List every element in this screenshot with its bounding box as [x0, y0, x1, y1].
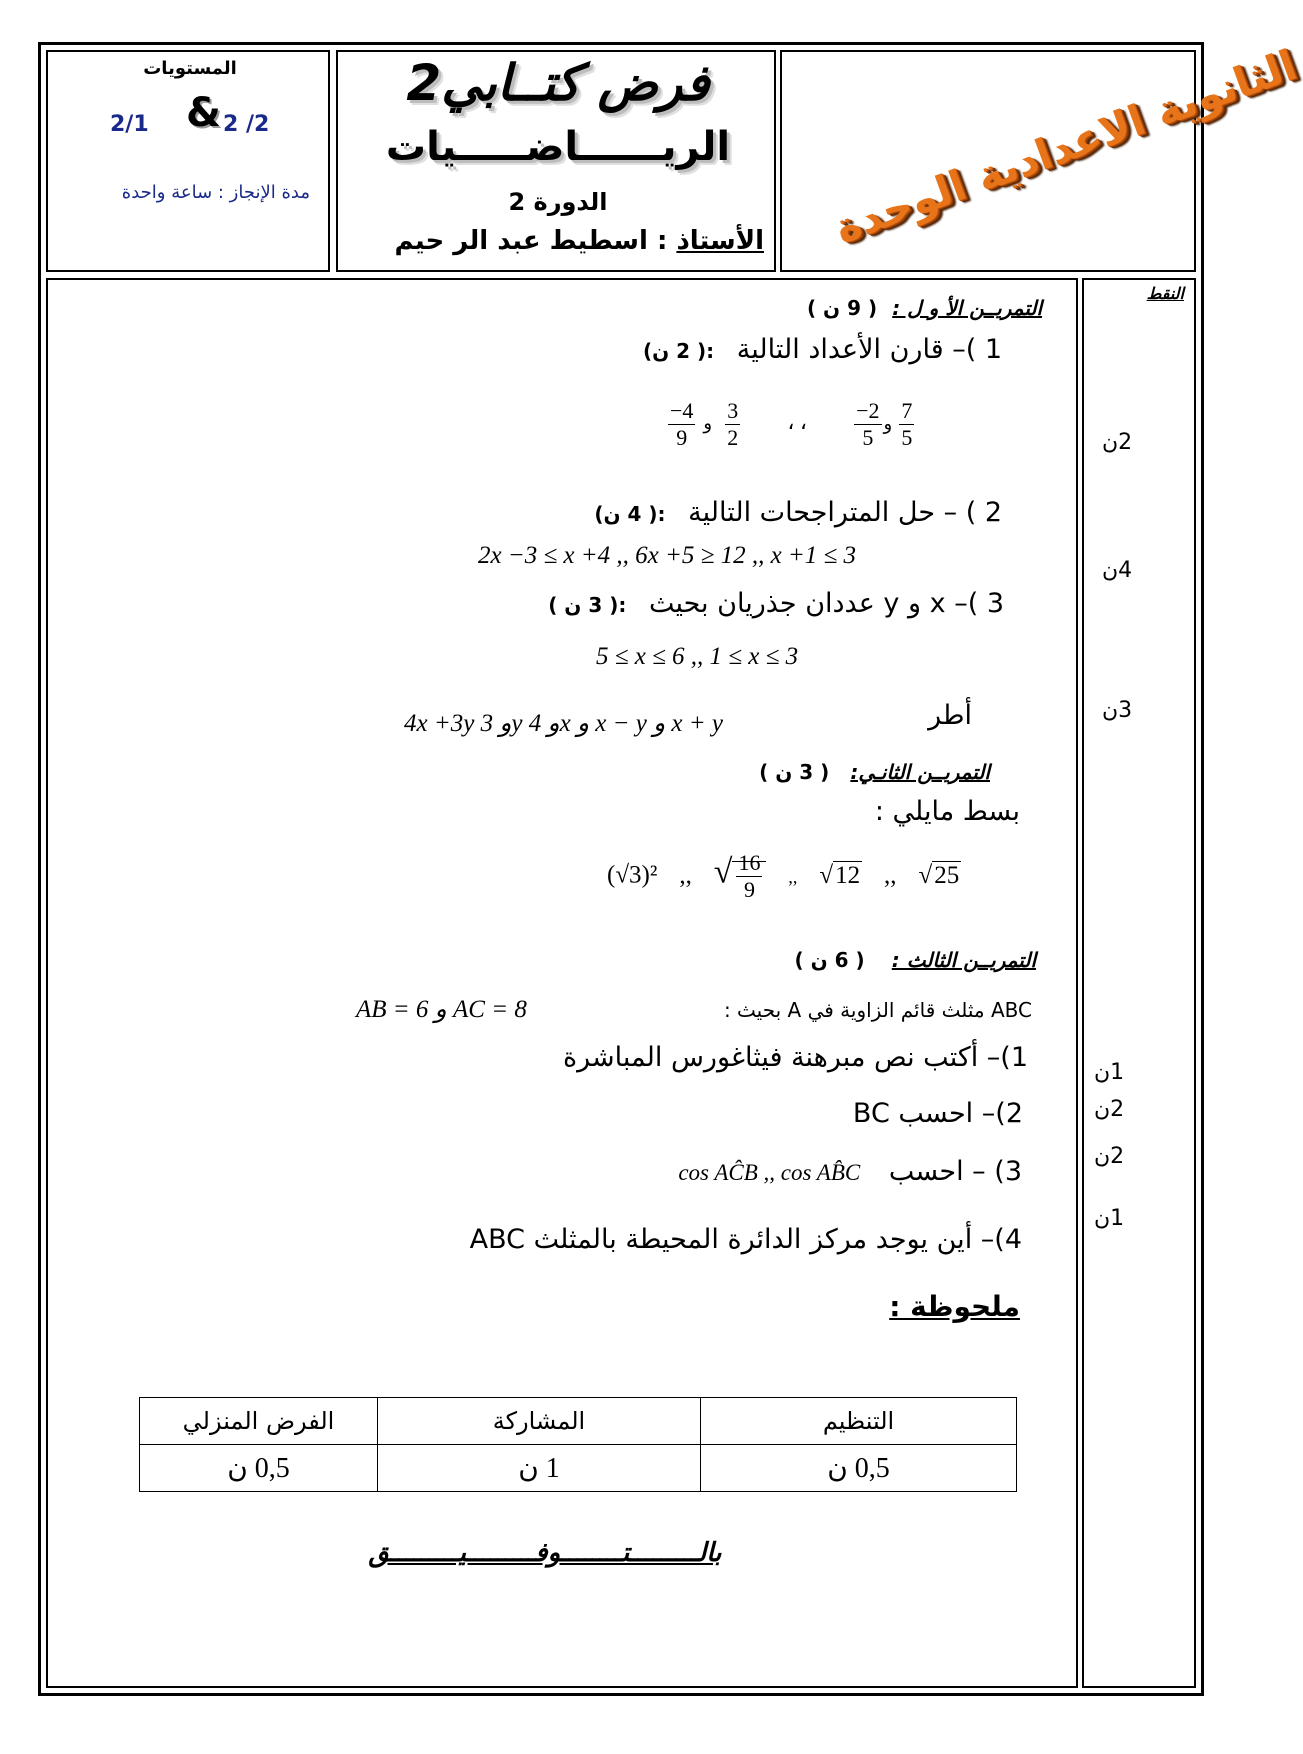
subject-title: الريــــــاضـــــيات — [385, 124, 731, 170]
margin-points-ex1-q2: 4ن — [1102, 558, 1133, 583]
margin-points-ex3-q3: 2ن — [1094, 1144, 1125, 1169]
teacher-separator: : — [647, 226, 677, 256]
ex1-q1-text: 1 )– قارن الأعداد التالية — [736, 334, 1002, 365]
ex3-q4: 4)– أين يوجد مركز الدائرة المحيطة بالمثلث ABC — [469, 1224, 1022, 1255]
school-name: الثانوية الاعدادية الوحدة — [828, 40, 1303, 253]
sqrt-16-over-9: √ $\frac{16}{9}$ — [714, 850, 767, 904]
exam-title: فرض كتــابي2 — [406, 54, 710, 112]
ex1-q1 — [643, 334, 1002, 365]
ex1-q3-frame-word: أطر — [928, 700, 972, 731]
ex1-points: ( 9 ن ) — [806, 296, 878, 320]
ex2-instruction: بسط مايلي : — [874, 796, 1020, 827]
separator: ، ، — [787, 409, 808, 435]
ex1-q3 — [548, 588, 1004, 619]
ex1-q1-points: :( 2 ن) — [642, 339, 715, 363]
margin-points-ex3-q1: 1ن — [1094, 1060, 1125, 1085]
fraction: $\frac{7}{5}$ — [901, 398, 913, 451]
ex3-q3 — [678, 1156, 1022, 1187]
ex2-title: التمريــن الثانـي: — [850, 760, 990, 784]
table-cell: التنظيم — [701, 1398, 1017, 1445]
exam-duration: مدة الإنجاز : ساعة واحدة — [121, 182, 310, 203]
ex1-q3-text: 3 )– x و y عددان جذريان بحيث — [648, 588, 1004, 619]
ex3-heading — [795, 948, 1037, 972]
margin-points-ex1-q1: 2ن — [1102, 430, 1133, 455]
ex1-q2-text: 2 ) – حل المتراجحات التالية — [688, 497, 1002, 528]
ex2-heading — [759, 760, 990, 784]
fraction: $\frac{-2}{5}$ — [856, 398, 880, 451]
header-school-box — [780, 40, 1303, 272]
levels-label: المستويات — [143, 58, 237, 79]
points-column-header: النقط — [1146, 284, 1184, 303]
and-word: و — [703, 413, 713, 434]
sqrt3-squared: (√3)² — [607, 861, 658, 889]
ex1-q3-expressions: 4x +3y و 3y و 4x و x − y و x + y — [404, 710, 723, 737]
teacher-name: اسطيط عبد الر حيم — [394, 226, 648, 256]
ex3-q3-expression: cos AĈB ,, cos AB̂C — [678, 1160, 861, 1185]
ex1-q3-points: :( 3 ن ) — [548, 593, 627, 617]
ex3-q1: 1)– أكتب نص مبرهنة فيثاغورس المباشرة — [563, 1042, 1028, 1073]
margin-points-ex3-q4: 1ن — [1094, 1206, 1125, 1231]
level-b: 2/1 — [110, 112, 149, 137]
ex1-q3-bounds: 5 ≤ x ≤ 6 ,, 1 ≤ x ≤ 3 — [596, 643, 799, 670]
note-label: ملحوظة : — [889, 1290, 1020, 1323]
ex3-q2: 2)– احسب BC — [852, 1098, 1023, 1129]
header-title-box — [336, 50, 776, 272]
ex3-statement: ABC مثلث قائم الزاوية في A بحيث : — [723, 998, 1032, 1022]
sqrt-25: √25 — [918, 861, 960, 889]
ex1-q2-points: :( 4 ن) — [594, 502, 666, 526]
good-luck: بالـــــــــتــــــــوفـــــــــيـــــــــق — [368, 1538, 722, 1568]
sqrt-12: √12 — [819, 861, 861, 889]
table-cell: 1 ن — [378, 1445, 701, 1492]
session: الدورة 2 — [508, 188, 608, 216]
table-row — [140, 1398, 1017, 1445]
ex3-title: التمريــن الثالث : — [891, 948, 1036, 972]
ex1-q2 — [594, 497, 1002, 528]
ex1-heading — [807, 296, 1042, 320]
teacher-label: الأستاذ — [676, 226, 764, 256]
table-cell: الفرض المنزلي — [140, 1398, 378, 1445]
ex2-expressions — [607, 850, 961, 904]
ex3-givens: AB = 6 و AC = 8 — [356, 996, 527, 1023]
separator: ,, — [679, 861, 692, 889]
ex3-q3-text: 3) – احسب — [888, 1156, 1022, 1187]
grades-table — [139, 1397, 1017, 1492]
margin-points-ex1-q3: 3ن — [1102, 698, 1133, 723]
separator: ,, — [884, 861, 897, 889]
ex1-q1-fractions — [666, 398, 916, 452]
points-column — [1082, 278, 1196, 1688]
ex2-points: ( 3 ن ) — [759, 760, 830, 784]
table-cell: 0,5 ن — [701, 1445, 1017, 1492]
margin-points-ex3-q2: 2ن — [1094, 1097, 1125, 1122]
teacher-line — [395, 226, 764, 256]
table-row — [140, 1445, 1017, 1492]
level-a: 2 /2 — [223, 112, 270, 137]
fraction: $\frac{-4}{9}$ — [670, 398, 694, 451]
ampersand: & — [186, 90, 221, 136]
fraction: $\frac{3}{2}$ — [727, 398, 739, 451]
separator: ,, — [788, 866, 798, 887]
ex1-title: التمريــن الأ و ل : — [892, 296, 1042, 320]
ex3-points: ( 6 ن ) — [794, 948, 865, 972]
ex1-q2-inequalities: 2x −3 ≤ x +4 ,, 6x +5 ≥ 12 ,, x +1 ≤ 3 — [478, 542, 857, 569]
table-cell: المشاركة — [378, 1398, 701, 1445]
header-levels-box — [46, 50, 330, 272]
and-word: و — [883, 413, 893, 434]
table-cell: 0,5 ن — [140, 1445, 378, 1492]
